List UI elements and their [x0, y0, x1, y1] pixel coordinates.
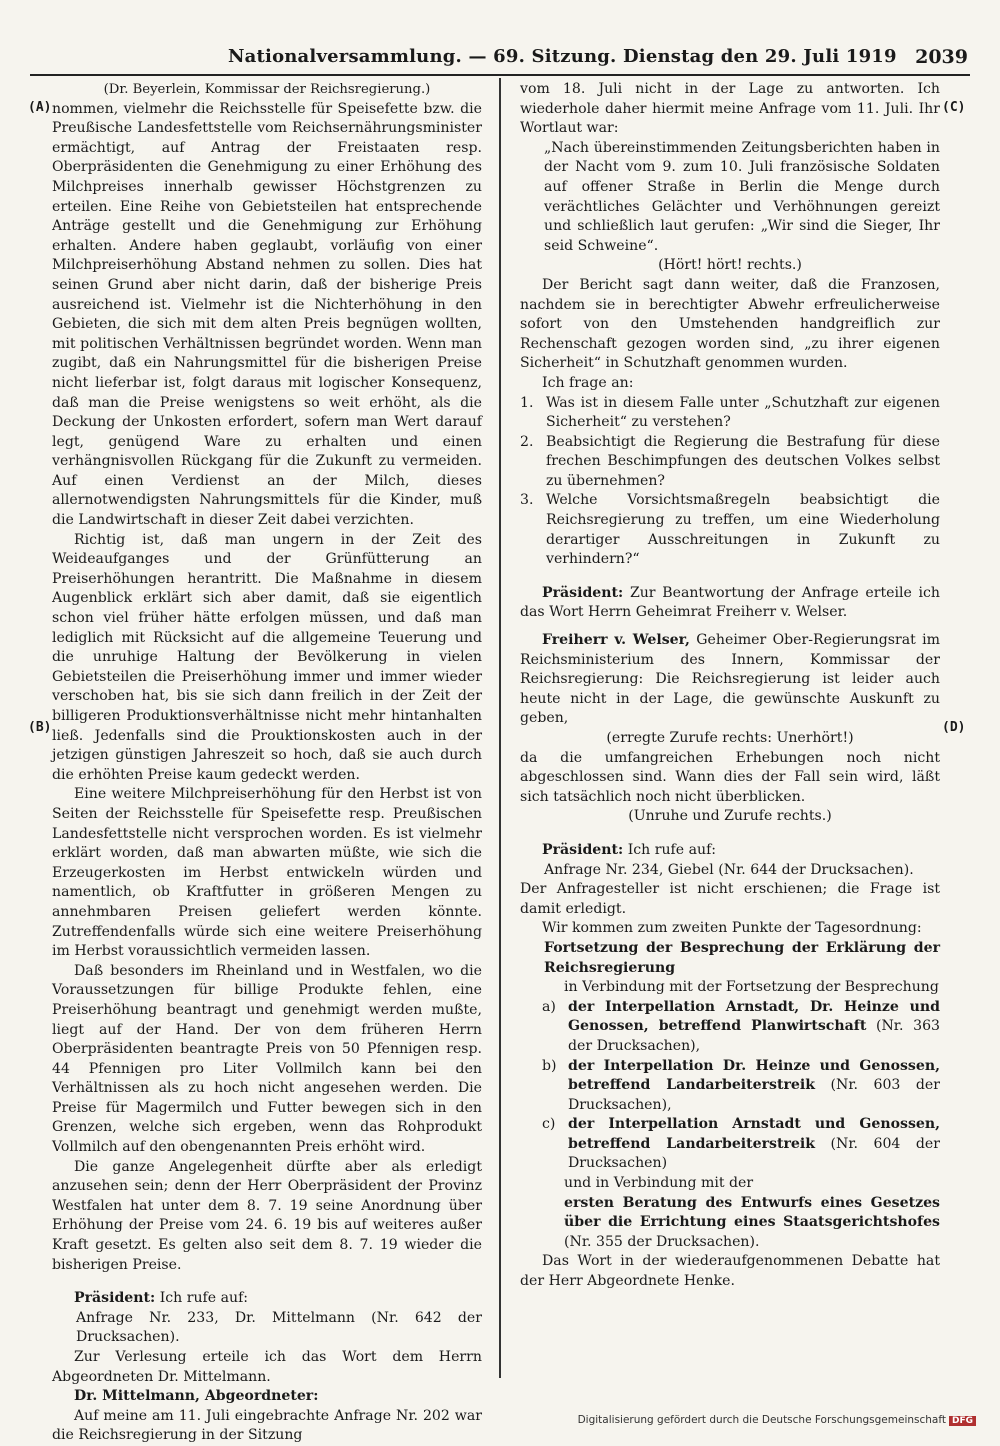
- president-statement: [520, 841, 940, 861]
- agenda-item-letter: b): [542, 1057, 557, 1074]
- paragraph: Das Wort in der wiederaufgenommenen Debatte hat der Herr Abgeordnete Henke.: [520, 1253, 940, 1290]
- speaker-text: Ich rufe auf:: [627, 841, 717, 858]
- speaker-text: Zur Beantwortung der Anfrage erteile ich das Wort Herrn Geheimrat Freiherr v. Welser.: [520, 584, 940, 621]
- column-divider: [499, 78, 501, 1378]
- agenda-item: [520, 1057, 940, 1116]
- left-column: [52, 80, 482, 1446]
- paragraph: Der Bericht sagt dann weiter, daß die Franzosen, nachdem sie in berechtigter Abwehr erfreulicherweise sofort von den Umstehenden handgreiflich zur Rechenschaft gezogen worden sind, „zu ihrer eigenen Sicherheit“ in Schutzhaft genommen wurden.: [520, 276, 940, 372]
- agenda-line: Anfrage Nr. 234, Giebel (Nr. 644 der Drucksachen).: [544, 861, 914, 878]
- agenda-item-bold: der Interpellation Arnstadt, Dr. Heinze und Genossen, betreffend Planwirtschaft: [568, 998, 940, 1035]
- paragraph: Wir kommen zum zweiten Punkte der Tagesordnung:: [542, 920, 922, 937]
- interjection: (erregte Zurufe rechts: Unerhört!): [606, 730, 854, 746]
- agenda-title: Fortsetzung der Besprechung der Erklärung der Reichsregierung: [544, 939, 940, 976]
- quote: „Nach übereinstimmenden Zeitungsberichten haben in der Nacht vom 9. zum 10. Juli französische Soldaten auf offener Straße in Berlin die Menge durch verächtliches Gelächter und Verhöhnungen gereizt und schließlich laut gerufen: „Wir sind die Sieger, Ihr seid Schweine“.: [544, 139, 940, 254]
- agenda-item-letter: a): [542, 998, 556, 1015]
- interjection: (Hört! hört! rechts.): [658, 257, 802, 274]
- agenda-item-rest: (Nr. 604 der Drucksachen): [568, 1135, 940, 1172]
- agenda-line: Anfrage Nr. 233, Dr. Mittelmann (Nr. 642 der Drucksachen).: [76, 1309, 482, 1346]
- paragraph: Richtig ist, daß man ungern in der Zeit des Weideaufganges und der Grünfütterung an Preiserhöhungen herantritt. Die Maßnahme in diesem Augenblick erklärt sich aber damit, daß sie eigentlich schon viel früher hätte erfolgen müssen, und daß man lediglich mit Rücksicht auf die allgemeine Teuerung und die unruhige Haltung der Bevölkerung in vielen Gebietsteilen die Preiserhöhung immer und immer wieder verschoben hat, bis sie sich dann freilich in der Zeit der billigeren Produktionsverhältnisse nicht mehr hintanhalten ließ. Jedenfalls sind die Prouktionskosten auch in der jetzigen günstigen Jahreszeit so hoch, daß sie auch durch die erhöhten Preise kaum gedeckt werden.: [52, 531, 482, 783]
- agenda-item: [520, 998, 940, 1057]
- agenda-subtitle: in Verbindung mit der Fortsetzung der Besprechung: [564, 979, 939, 996]
- paragraph: da die umfangreichen Erhebungen noch nicht abgeschlossen sind. Wann dies der Fall sein wird, läßt sich tatsächlich noch nicht überblicken.: [520, 749, 940, 805]
- speaker-label: Freiherr v. Welser,: [542, 632, 690, 649]
- margin-marker-b: (B): [28, 720, 52, 735]
- agenda-item-rest: (Nr. 363 der Drucksachen),: [568, 1018, 940, 1054]
- margin-marker-d: (D): [942, 720, 966, 735]
- paragraph: vom 18. Juli nicht in der Lage zu antworten. Ich wiederhole daher hiermit meine Anfrage vom 11. Juli. Ihr Wortlaut war:: [520, 81, 940, 137]
- question-number: 2.: [520, 433, 534, 450]
- paragraph: Die ganze Angelegenheit dürfte aber als erledigt anzusehen sein; denn der Herr Oberpräsident der Provinz Westfalen hat unter dem 8. 7. 19 seine Anordnung über Erhöhung der Preise vom 24. 6. 19 bis auf weiteres außer Kraft gesetzt. Es gelten also seit dem 8. 7. 19 wieder die bisherigen Preise.: [52, 1158, 482, 1273]
- question-number: 1.: [520, 394, 534, 411]
- footer: [578, 1414, 976, 1426]
- page-header: [30, 40, 970, 76]
- speaker-label: Präsident:: [542, 841, 624, 858]
- paragraph: Zur Verlesung erteile ich das Wort dem Herrn Abgeordneten Dr. Mittelmann.: [52, 1349, 482, 1385]
- question-text: Beabsichtigt die Regierung die Bestrafung für diese frechen Beschimpfungen des deutschen Volkes selbst zu übernehmen?: [546, 433, 940, 489]
- agenda-list: [520, 998, 940, 1174]
- paragraph: Daß besonders im Rheinland und in Westfalen, wo die Voraussetzungen für billige Produkte fehlen, eine Preiserhöhung beantragt und genehmigt werden mußte, liegt auf der Hand. Der von dem früheren Herrn Oberpräsidenten beantragte Preis von 50 Pfennigen resp. 44 Pfennigen pro Liter Vollmilch kann bei den Verhältnissen als zu hoch nicht angesehen werden. Die Preise für Magermilch und Futter bewegen sich in den Grenzen, welche sich ergeben, wenn das Rohprodukt Vollmilch auf den obengenannten Preis erhöht wird.: [52, 962, 482, 1156]
- agenda-item-letter: c): [542, 1116, 556, 1133]
- question-list: [520, 394, 940, 570]
- paragraph: Auf meine am 11. Juli eingebrachte Anfrage Nr. 202 war die Reichsregierung in der Sitzung: [52, 1407, 482, 1444]
- right-column: [520, 80, 940, 1292]
- paragraph: nommen, vielmehr die Reichsstelle für Speisefette bzw. die Preußische Landesfettstelle vom Reichsernährungsminister ermächtigt, auf Antrag der Freistaaten resp. Oberpräsidenten die Genehmigung zu einer Erhöhung des Milchpreises innerhalb gewisser Höchstgrenzen zu erteilen. Eine Reihe von Gebietsteilen hat entsprechende Anträge gestellt und die Genehmigung zur Erhöhung erhalten. Andere haben geglaubt, vorläufig von einer Milchpreiserhöhung Abstand nehmen zu sollen. Dies hat seinen Grund aber nicht darin, daß der bisherige Preis ausreichend ist. Vielmehr ist die Nichterhöhung in den Gebieten, die sich mit dem alten Preis begnügen wollten, mit politischen Verhältnissen begründet worden. Wenn man zugibt, daß ein Nahrungsmittel für die bisherigen Preise nicht lieferbar ist, folgt daraus mit logischer Konsequenz, daß man die Preise wenigstens so weit erhöht, als die Deckung der Unkosten erfordert, sofern man Wert darauf legt, genügend Ware zu erhalten und einen verhängnisvollen Rückgang für die Zukunft zu vermeiden. Auf einen Verdienst an der Milch, dieses allernotwendigsten Nahrungsmittels für die Kinder, muß die Landwirtschaft in dieser Zeit dabei verzichten.: [52, 100, 482, 529]
- footer-text: Digitalisierung gefördert durch die Deutsche Forschungsgemeinschaft: [577, 1414, 946, 1426]
- agenda-item-bold: der Interpellation Arnstadt und Genossen, betreffend Landarbeiterstreik: [568, 1116, 940, 1152]
- agenda-connector: und in Verbindung mit der: [564, 1175, 754, 1192]
- speaker-label: Präsident:: [542, 584, 624, 601]
- margin-marker-a: (A): [28, 100, 52, 115]
- page-header-title: Nationalversammlung. — 69. Sitzung. Dienstag den 29. Juli 1919: [228, 46, 897, 67]
- question-number: 3.: [520, 492, 534, 509]
- paragraph: Ich frage an:: [542, 374, 634, 391]
- question-item: [520, 433, 940, 492]
- speaker-text: Ich rufe auf:: [159, 1290, 249, 1307]
- question-item: [520, 491, 940, 569]
- agenda-final-bold: ersten Beratung des Entwurfs eines Gesetzes über die Errichtung eines Staatsgerichtshofes: [564, 1194, 940, 1231]
- speaker-label: Dr. Mittelmann, Abgeordneter:: [74, 1388, 319, 1405]
- president-statement: [520, 584, 940, 623]
- agenda-item: [520, 1115, 940, 1174]
- interjection: (Unruhe und Zurufe rechts.): [628, 808, 832, 825]
- speaker-statement: [520, 631, 940, 729]
- page-number: 2039: [915, 46, 968, 68]
- agenda-item-rest: (Nr. 603 der Drucksachen),: [568, 1077, 940, 1113]
- president-statement: [52, 1289, 482, 1309]
- question-item: [520, 394, 940, 433]
- paragraph: Eine weitere Milchpreiserhöhung für den Herbst ist von Seiten der Reichsstelle für Speisefette resp. Preußischen Landesfettstelle nicht versprochen worden. Es ist vielmehr erklärt worden, daß man abwarten müßte, wie sich die Erzeugerkosten im Herbst entwickeln würden und namentlich, ob Kraftfutter in größeren Mengen zu annehmbaren Preisen geliefert werden könnte. Zutreffendenfalls würde sich eine weitere Preiserhöhung im Herbst voraussichtlich vermeiden lassen.: [52, 786, 482, 960]
- agenda-item-bold: der Interpellation Dr. Heinze und Genossen, betreffend Landarbeiterstreik: [568, 1057, 940, 1094]
- agenda-final-rest: (Nr. 355 der Drucksachen).: [564, 1233, 760, 1250]
- speaker-note: (Dr. Beyerlein, Kommissar der Reichsregierung.): [103, 82, 431, 97]
- speaker-label: Präsident:: [74, 1290, 156, 1307]
- question-text: Welche Vorsichtsmaßregeln beabsichtigt die Reichsregierung zu treffen, um eine Wiederholung derartiger Ausschreitungen in Zukunft zu verhindern?“: [546, 492, 940, 568]
- margin-marker-c: (C): [942, 100, 966, 115]
- dfg-logo: DFG: [949, 1416, 976, 1426]
- agenda-final: [520, 1194, 940, 1253]
- speaker-text: Geheimer Ober-Regierungsrat im Reichsministerium des Innern, Kommissar der Reichsregierung: Die Reichsregierung ist leider auch heute nicht in der Lage, die gewünschte Auskunft zu geben,: [520, 632, 940, 727]
- question-text: Was ist in diesem Falle unter „Schutzhaft zur eigenen Sicherheit“ zu verstehen?: [546, 394, 940, 431]
- paragraph: Der Anfragesteller ist nicht erschienen; die Frage ist damit erledigt.: [520, 881, 940, 917]
